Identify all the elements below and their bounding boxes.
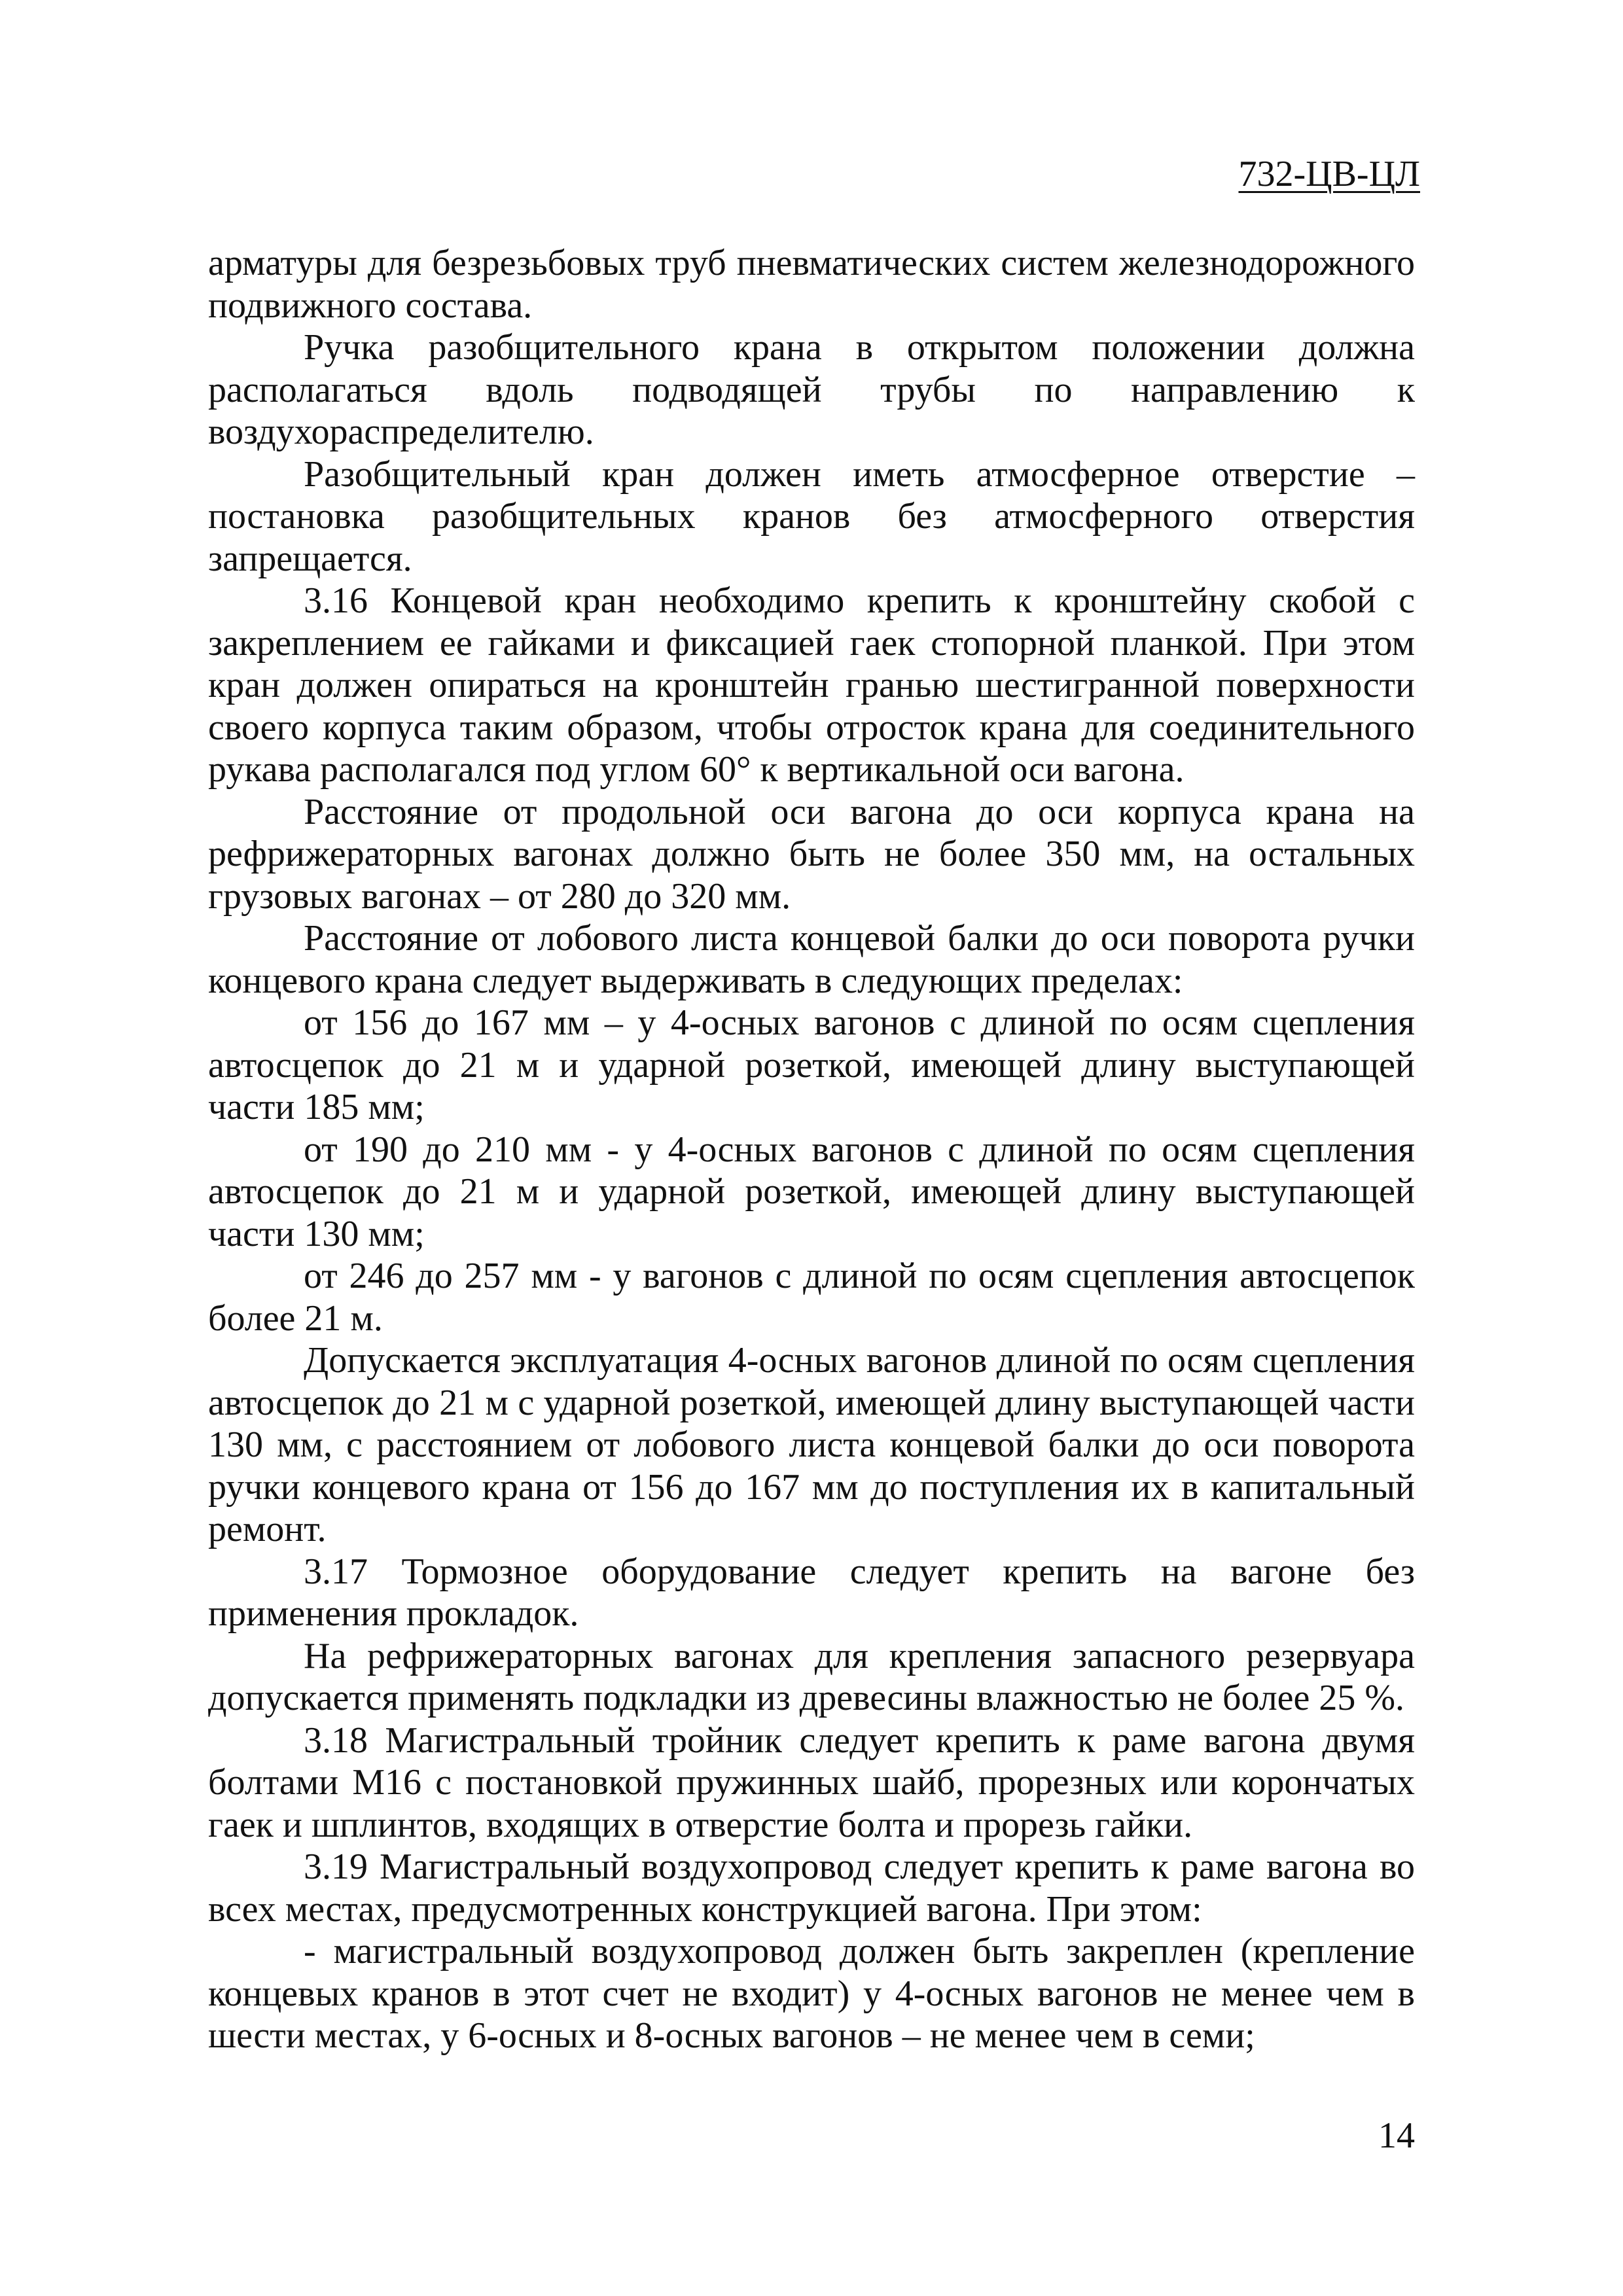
paragraph-operation-allowed: Допускается эксплуатация 4-осных вагонов длиной по осям сцепления автосцепок до 21 м с ударной розеткой, имеющей длину выступающей части 130 мм, с расстоянием от лобового листа концевой балки до оси поворота ручки концевого крана от 156 до 167 мм до поступления их в капитальный ремонт. <box>208 1340 1415 1549</box>
paragraph-atmospheric-hole: Разобщительный кран должен иметь атмосферное отверстие – постановка разобщительных кранов без атмосферного отверстия запрещается. <box>208 453 1415 579</box>
document-body <box>208 242 1415 2057</box>
paragraph-limit-190-210: от 190 до 210 мм - у 4-осных вагонов с длиной по осям сцепления автосцепок до 21 м и ударной розеткой, имеющей длину выступающей части 130 мм; <box>208 1129 1415 1254</box>
paragraph-limit-156-167: от 156 до 167 мм – у 4-осных вагонов с длиной по осям сцепления автосцепок до 21 м и ударной розеткой, имеющей длину выступающей части 185 мм; <box>208 1002 1415 1127</box>
paragraph-main-pipe-fixing: - магистральный воздухопровод должен быть закреплен (крепление концевых кранов в этот счет не входит) у 4-осных вагонов не менее чем в шести местах, у 6-осных и 8-осных вагонов – не менее чем в семи; <box>208 1931 1415 2056</box>
paragraph-continuation: арматуры для безрезьбовых труб пневматических систем железнодорожного подвижного состава. <box>208 243 1415 326</box>
paragraph-3-19: 3.19 Магистральный воздухопровод следует крепить к раме вагона во всех местах, предусмотренных конструкцией вагона. При этом: <box>208 1846 1415 1930</box>
paragraph-distance-limits: Расстояние от лобового листа концевой балки до оси поворота ручки концевого крана следует выдерживать в следующих пределах: <box>208 918 1415 1001</box>
paragraph-limit-246-257: от 246 до 257 мм - у вагонов с длиной по осям сцепления автосцепок более 21 м. <box>208 1256 1415 1339</box>
paragraph-3-16: 3.16 Концевой кран необходимо крепить к кронштейну скобой с закреплением ее гайками и фиксацией гаек стопорной планкой. При этом кран должен опираться на кронштейн гранью шестигранной поверхности своего корпуса таким образом, чтобы отросток крана для соединительного рукава располагался под углом 60° к вертикальной оси вагона. <box>208 580 1415 790</box>
paragraph-handle-position: Ручка разобщительного крана в открытом положении должна располагаться вдоль подводящей трубы по направлению к воздухораспределителю. <box>208 327 1415 452</box>
paragraph-refrigerator-pads: На рефрижераторных вагонах для крепления запасного резервуара допускается применять подкладки из древесины влажностью не более 25 %. <box>208 1635 1415 1718</box>
document-code: 732-ЦВ-ЦЛ <box>1238 154 1420 194</box>
paragraph-axis-distance: Расстояние от продольной оси вагона до оси корпуса крана на рефрижераторных вагонах должно быть не более 350 мм, на остальных грузовых вагонах – от 280 до 320 мм. <box>208 791 1415 917</box>
paragraph-3-17: 3.17 Тормозное оборудование следует крепить на вагоне без применения прокладок. <box>208 1551 1415 1634</box>
paragraph-3-18: 3.18 Магистральный тройник следует крепить к раме вагона двумя болтами М16 с постановкой пружинных шайб, прорезных или корончатых гаек и шплинтов, входящих в отверстие болта и прорезь гайки. <box>208 1720 1415 1845</box>
page-number: 14 <box>1378 2115 1415 2156</box>
